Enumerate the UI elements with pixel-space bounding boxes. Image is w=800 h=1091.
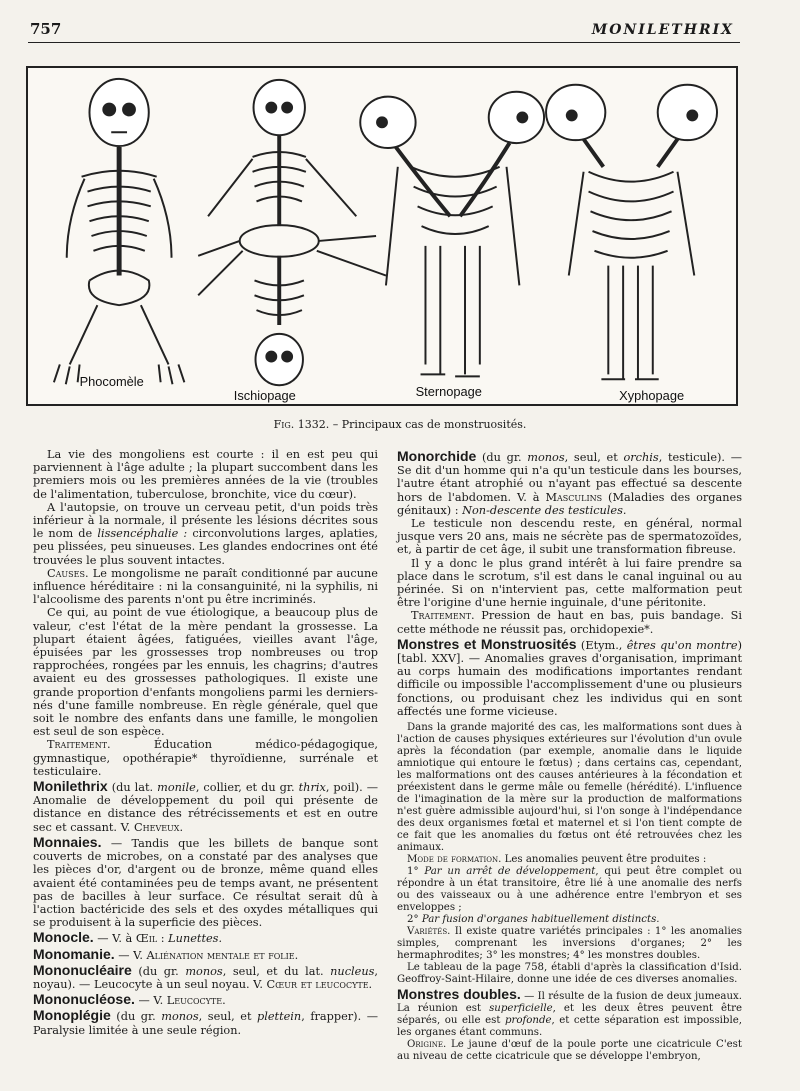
entry-text: — Il résulte de la fusion de deux jumeaux. La réunion est (397, 991, 742, 1015)
entry-italic: monos (527, 451, 565, 464)
entry-text: (du gr. (476, 451, 528, 464)
figure-label-xyphopage: Xyphopage (619, 388, 685, 404)
treatment-text: Pression de haut en bas, puis bandage. Si cette méthode ne réussit pas, orchidopexie*. (397, 609, 742, 636)
mongolism-survival-paragraph: La vie des mongoliens est courte : il en est peu qui parviennent à l'âge adulte ; la plupart succombent dans les premiers mois ou les premières années de la vie (troubles de l'alimentation, tuberculose, bronchite, vice du cœur). (33, 448, 378, 501)
causes-text: Le mongolisme ne paraît conditionné par aucune influence héréditaire : ni la consanguinité, ni la syphilis, ni l'alcoolisme des parents n'ont pu être incriminés. (33, 566, 378, 607)
entry-italic: monile (157, 781, 196, 795)
causes-paragraph (33, 567, 378, 607)
entry-text: , et les deux êtres peuvent être séparés, ou elle est (397, 1003, 742, 1027)
entry-monoplegie (33, 1009, 378, 1036)
scrotum-paragraph: Il y a donc le plus grand intérêt à lui faire prendre sa place dans le scrotum, s'il est dans le canal inguinal ou au périnée. Si on n'intervient pas, cette malformation peut être l'origine d'une hernie inguinale, d'une péritonite. (397, 556, 742, 610)
figure-caption-text: – Principaux cas de monstruosités. (332, 418, 527, 431)
origin-label: Origine. (407, 1039, 447, 1051)
entry-text: , collier, et du gr. (195, 781, 299, 795)
skeleton-xyphopage (546, 85, 717, 379)
header-rule (28, 42, 740, 43)
entry-monnaies (33, 833, 378, 930)
treatment-label: Traitement. (411, 609, 475, 623)
item-italic: Par fusion d'organes habituellement distincts. (421, 914, 660, 926)
entry-italic: plettein (257, 1010, 302, 1024)
treatment-text: Éducation médico-pédagogique, gymnastique, opothérapie* thyroïdienne, surrénale et testiculaire. (33, 738, 378, 778)
figure-label-sternopage: Sternopage (415, 384, 482, 400)
monorchide-treatment-paragraph (397, 609, 742, 635)
skeleton-illustration (28, 68, 736, 404)
skeleton-sternopage (360, 92, 544, 377)
entry-reference: Œil (135, 932, 158, 946)
entry-mononucleaire (33, 961, 378, 991)
autopsy-term: lissencéphalie : (97, 527, 188, 541)
skeleton-ischiopage (198, 80, 386, 385)
entry-head-monorchide: Monorchide (397, 448, 477, 464)
entry-head-monocle: Monocle. (33, 929, 94, 946)
formation-mode-label: Mode de formation. (407, 854, 502, 866)
entry-reference: Aliénation mentale et folie. (146, 948, 299, 962)
treatment-paragraph (33, 738, 378, 778)
entry-italic: thrix (298, 781, 326, 795)
entry-head-monstres-doubles: Monstres doubles. (397, 986, 521, 1003)
entry-head-monstres: Monstres et Monstruosités (397, 635, 577, 652)
origin-paragraph (397, 1039, 742, 1063)
entry-reference: Cœur et leucocyte. (266, 977, 373, 991)
formation-mode-paragraph (397, 854, 742, 866)
entry-head-monilethrix: Monilethrix (33, 778, 108, 795)
entry-text: (du gr. (131, 964, 186, 978)
figure-skeletons (26, 66, 738, 406)
entry-reference: Masculins (545, 490, 603, 504)
entry-italic: Non-descente des testicules. (462, 503, 627, 517)
etiology-paragraph: Ce qui, au point de vue étiologique, a beaucoup plus de valeur, c'est l'état de la mère pendant la grossesse. La plupart étaient âgées, fatiguées, vieilles avant l'âge, épuisées par les grossesses trop nombreuses ou trop rapprochées, rongées par les ennuis, les chagrins; d'autres avaient eu des grossesses pathologiques. Il existe une grande proportion d'enfants mongoliens parmi les derniers-nés d'une famille nombreuse. En règle générale, quel que soit le nombre des enfants dans une famille, le mongolien est seul de son espèce. (33, 606, 378, 739)
figure-label-ischiopage: Ischiopage (233, 388, 296, 404)
formation-mode-text: Les anomalies peuvent être produites : (501, 854, 707, 866)
entry-head-monoplegie: Monoplégie (33, 1007, 111, 1024)
entry-italic: profonde (504, 1015, 552, 1027)
entry-text: (Etym., (576, 638, 627, 652)
entry-text: ) [tabl. XXV]. — Anomalies graves d'organisation, imprimant au corps humain des modifications importantes rendant difficile ou impossible l'accomplissement d'une ou plusieurs fonctions, ou produisant chez les individus qui en sont affectés une forme vicieuse. (397, 638, 743, 718)
running-title: MONILETHRIX (591, 22, 734, 38)
skeleton-phocomele (54, 79, 184, 384)
autopsy-text-b: circonvolutions larges, aplaties, peu plissées, peu sinueuses. Les glandes endocrines ont été trouvées le plus souvent intactes. (33, 527, 378, 567)
entry-reference: Leucocyte. (166, 994, 226, 1008)
entry-text: — V. à (93, 932, 136, 946)
entry-reference: Cheveux. (133, 820, 184, 834)
page-number: 757 (30, 20, 62, 38)
entry-text: , seul, et (198, 1010, 258, 1024)
entry-head-monomanie: Monomanie. (33, 945, 115, 962)
item-number: 2° (407, 914, 422, 926)
entry-text: , poil). — Anomalie de développement du poil qui présente de distance en distance des rétrécissements et est en outre sec et cassant. V. (33, 781, 379, 834)
entry-text: — V. (134, 994, 167, 1008)
autopsy-text-a: A l'autopsie, on trouve un cerveau petit, d'un poids très inférieur à la normale, il présente les lésions décrites sous le nom de (33, 500, 378, 541)
autopsy-paragraph (33, 501, 378, 567)
item-italic: Par un arrêt de développement (424, 866, 596, 878)
entry-mononucleose (33, 993, 378, 1007)
entry-italic: superficielle (489, 1003, 553, 1015)
entry-text: : (157, 932, 169, 946)
causes-label: Causes. (47, 566, 89, 580)
origin-text: Le jaune d'œuf de la poule porte une cicatricule C'est au niveau de cette cicatricule que se développe l'embryon, (397, 1039, 742, 1063)
treatment-label: Traitement. (47, 738, 111, 752)
entry-text: (Maladies des organes génitaux) : (397, 490, 742, 517)
entry-monorchide (397, 450, 742, 517)
entry-italic: nucleus (330, 964, 375, 978)
entry-monstres-doubles (397, 988, 742, 1039)
entry-monilethrix (33, 780, 378, 834)
entry-italic: Lunettes. (168, 932, 223, 946)
figure-label-phocomele: Phocomèle (79, 374, 144, 390)
entry-head-mononucleose: Mononucléose. (33, 991, 135, 1008)
item-text: , qui peut être complet ou répondre à un état transitoire, être lié à une anomalie des nerfs ou des vaisseaux ou à une adhérence entre l'embryon et ses enveloppes ; (397, 866, 742, 914)
entry-text: , et cette séparation est impossible, les organes étant communs. (397, 1015, 742, 1039)
entry-monomanie (33, 945, 378, 962)
entry-text: , frapper). — Paralysie limitée à une seule région. (33, 1010, 379, 1037)
entry-text: , seul, et (564, 451, 624, 464)
right-column (397, 448, 742, 1063)
left-column (33, 448, 378, 1037)
entry-italic: orchis (623, 451, 659, 464)
entry-text: , noyau). — Leucocyte à un seul noyau. V. (33, 964, 378, 991)
entry-text: (du gr. (110, 1010, 162, 1024)
entry-italic: monos (185, 964, 223, 978)
figure-caption-label: Fig. 1332. (273, 418, 330, 431)
entry-text: — Tandis que les billets de banque sont couverts de microbes, on a constaté par des analyses que les pièces d'or, d'argent ou de bronze, même quand elles avaient été contaminées peu de temps avant, ne présentent pas de bacilles à leur surface. Ce résultat serait dû à l'action bactéricide des sels et des oxydes métalliques qui se produisent à la superficie des pièces. (33, 836, 378, 930)
classification-paragraph: Le tableau de la page 758, établi d'après la classification d'Isid. Geoffroy-Saint-Hilaire, donne une idée de ces diverses anomalies. (397, 962, 742, 986)
varieties-paragraph (397, 926, 742, 962)
figure-caption (0, 418, 800, 431)
entry-text: — V. (114, 948, 147, 962)
entry-head-mononucleaire: Mononucléaire (33, 961, 132, 978)
item-number: 1° (407, 866, 425, 878)
entry-monstres (397, 635, 743, 718)
varieties-text: Il existe quatre variétés principales : 1° les anomalies simples, comprenant les inversions d'organes; 2° les hermaphrodites; 3° les monstres; 4° les monstres doubles. (397, 926, 742, 962)
malformation-causes-paragraph: Dans la grande majorité des cas, les malformations sont dues à l'action de causes physiques extérieures sur l'évolution d'un ovule après la fécondation (par exemple, anomalie dans le liquide amniotique qui entoure le fœtus) ; dans certains cas, cependant, les malformations ont des causes antérieures à la fécondation et préexistent dans le germe mâle ou femelle (hérédité). L'influence de l'imagination de la mère sur la production de malformations n'est guère admissible aujourd'hui, si l'on songe à l'indépendance des deux organismes fœtal et maternel et si l'on tient compte de ce fait que les anomalies du fœtus ont été retrouvées chez les animaux. (397, 722, 742, 854)
entry-text: , seul, et du lat. (222, 964, 331, 978)
formation-mode-item-2 (397, 914, 742, 926)
entry-head-monnaies: Monnaies. (33, 833, 102, 850)
entry-italic: monos (161, 1010, 199, 1024)
entry-text: (du lat. (107, 781, 158, 795)
entry-monocle (33, 931, 378, 945)
entry-text: , testicule). — Se dit d'un homme qui n'a qu'un testicule dans les bourses, l'autre étant atrophié ou n'ayant pas effectué sa descente hors de l'abdomen. V. à (397, 451, 742, 504)
undescended-testicle-paragraph: Le testicule non descendu reste, en général, normal jusque vers 20 ans, mais ne sécrète pas de spermatozoïdes, et, à partir de cet âge, il subit une transformation fibreuse. (397, 517, 742, 557)
formation-mode-item-1 (397, 866, 742, 914)
entry-italic: êtres qu'on montre (626, 638, 738, 652)
varieties-label: Variétés. (407, 926, 451, 938)
